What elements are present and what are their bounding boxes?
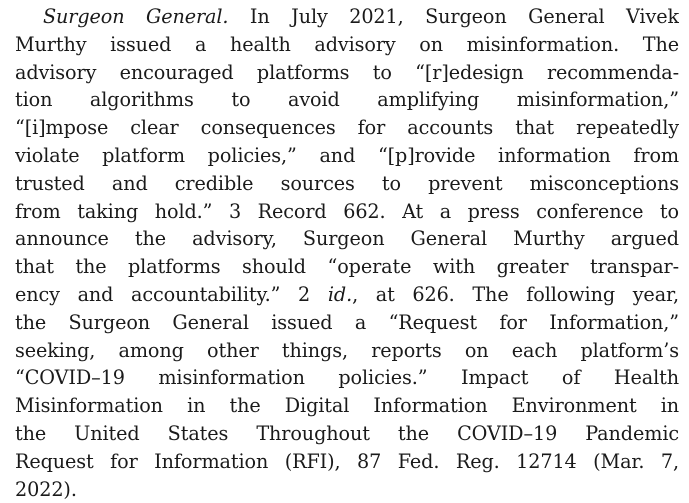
text-line: 2022).	[15, 477, 77, 501]
text-fragment: In July 2021, Surgeon General Vivek	[228, 5, 679, 28]
text-line: “COVID–19 misinformation policies.” Impact of Health	[15, 366, 679, 390]
section-heading-italic: Surgeon General.	[43, 5, 229, 28]
body-paragraph	[15, 3, 679, 503]
text-line: from taking hold.” 3 Record 662. At a press conference to	[15, 199, 679, 223]
text-line: advisory encouraged platforms to “[r]edesign recommenda-	[15, 60, 679, 84]
text-line: that the platforms should “operate with greater transpar-	[15, 255, 679, 279]
citation-italic: id.	[327, 282, 353, 306]
text-line: tion algorithms to avoid amplifying misinformation,”	[15, 88, 679, 112]
text-line: Misinformation in the Digital Information Environment in	[15, 394, 679, 418]
text-line: “[i]mpose clear consequences for accounts that repeatedly	[15, 116, 679, 140]
text-fragment: , at 626. The following year,	[352, 282, 679, 306]
text-line: Murthy issued a health advisory on misinformation. The	[15, 32, 679, 56]
text-line	[15, 3, 679, 31]
text-fragment: ency and accountability.” 2	[15, 282, 328, 306]
text-line	[15, 281, 679, 309]
text-line: violate platform policies,” and “[p]rovide information from	[15, 143, 679, 167]
text-line: announce the advisory, Surgeon General Murthy argued	[15, 227, 679, 251]
text-line: Request for Information (RFI), 87 Fed. Reg. 12714 (Mar. 7,	[15, 449, 679, 473]
text-line: the Surgeon General issued a “Request for Information,”	[15, 310, 679, 334]
text-line: trusted and credible sources to prevent misconceptions	[15, 171, 679, 195]
text-line: seeking, among other things, reports on each platform’s	[15, 338, 679, 362]
text-line: the United States Throughout the COVID–19 Pandemic	[15, 421, 679, 445]
